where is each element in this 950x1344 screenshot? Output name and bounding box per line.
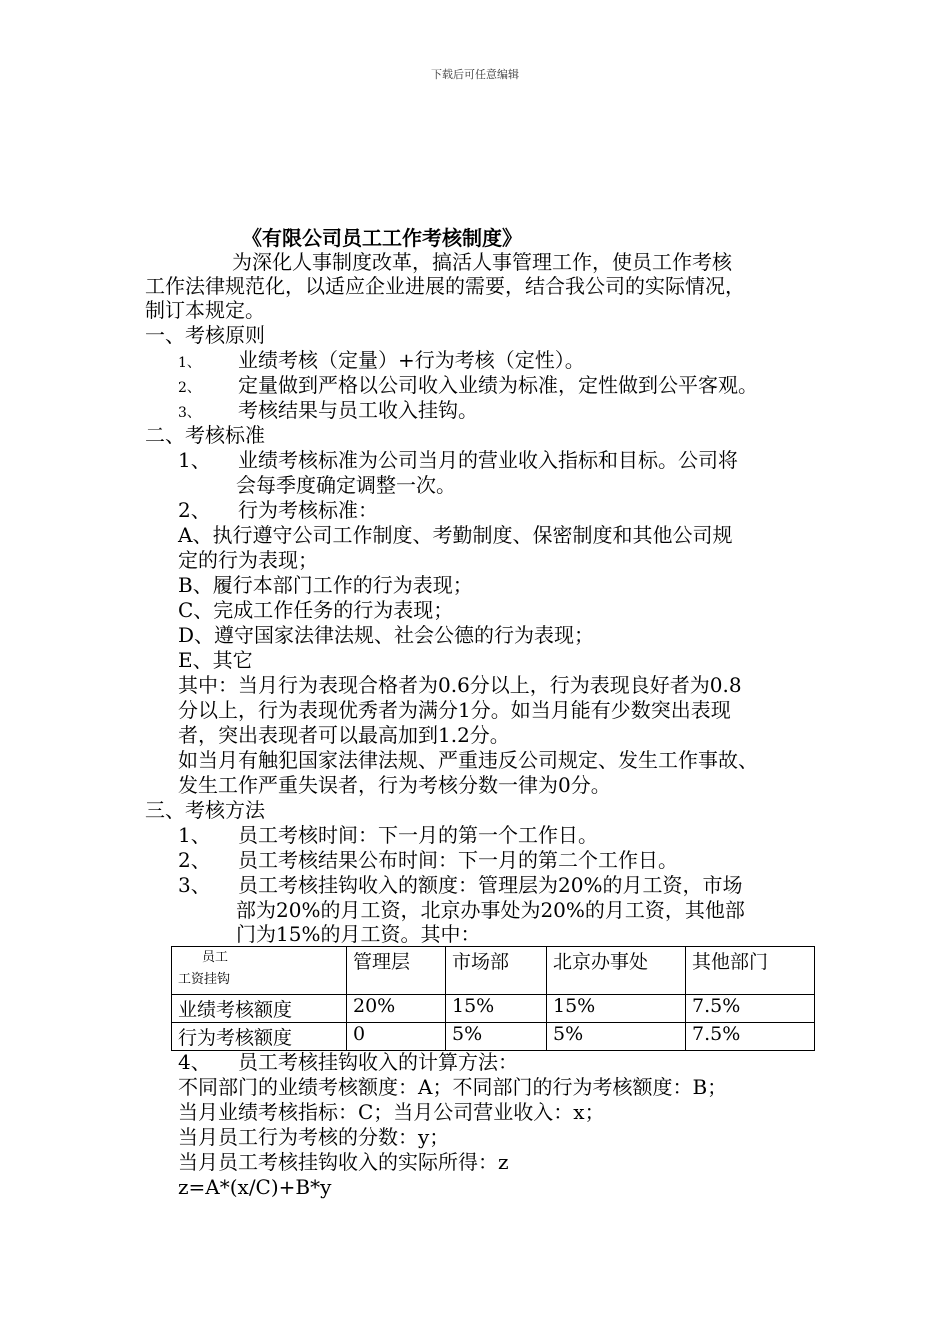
- item-continuation: 会每季度确定调整一次。: [236, 473, 456, 497]
- item-number: 1、: [178, 823, 211, 847]
- table-cell: 5%: [547, 1023, 686, 1051]
- table-cell: 5%: [446, 1023, 547, 1051]
- item-number: 4、: [178, 1050, 211, 1074]
- table-row: [172, 995, 815, 1023]
- table-cell: 0: [347, 1023, 446, 1051]
- table-header-row: [172, 947, 815, 995]
- standard-line: C、完成工作任务的行为表现；: [178, 598, 454, 622]
- calc-line: 当月业绩考核指标：C；当月公司营业收入：x；: [178, 1100, 605, 1124]
- row-label: 业绩考核额度: [172, 995, 347, 1023]
- section-1-heading: 一、考核原则: [145, 323, 265, 347]
- item-continuation: 部为20%的月工资，北京办事处为20%的月工资，其他部: [236, 898, 745, 922]
- item-text: 业绩考核标准为公司当月的营业收入指标和目标。公司将: [238, 448, 738, 472]
- item-number: 2、: [178, 380, 201, 396]
- standard-line: B、履行本部门工作的行为表现；: [178, 573, 473, 597]
- standard-line: 如当月有触犯国家法律法规、严重违反公司规定、发生工作事故、: [178, 748, 758, 772]
- standard-line: 其中：当月行为表现合格者为0.6分以上，行为表现良好者为0.8: [178, 673, 742, 697]
- table-row: [172, 1023, 815, 1051]
- item-text: 员工考核挂钩收入的计算方法：: [238, 1050, 518, 1074]
- calc-line: 不同部门的业绩考核额度：A；不同部门的行为考核额度：B；: [178, 1075, 728, 1099]
- section-2-heading: 二、考核标准: [145, 423, 265, 447]
- corner-label-top: 员工: [202, 950, 229, 965]
- list-item: [178, 348, 585, 375]
- list-item: [178, 1050, 518, 1074]
- item-continuation: 门为15%的月工资。其中：: [236, 922, 481, 946]
- table-cell: 15%: [446, 995, 547, 1023]
- item-text: 员工考核结果公布时间：下一月的第二个工作日。: [238, 848, 678, 872]
- standard-line: 分以上，行为表现优秀者为满分1分。如当月能有少数突出表现: [178, 698, 731, 722]
- standard-line: A、执行遵守公司工作制度、考勤制度、保密制度和其他公司规: [178, 523, 733, 547]
- list-item: [178, 823, 598, 847]
- intro-line-2: 工作法律规范化，以适应企业进展的需要，结合我公司的实际情况，: [145, 274, 745, 298]
- table-cell: 7.5%: [686, 995, 815, 1023]
- item-text: 员工考核时间：下一月的第一个工作日。: [238, 823, 598, 847]
- table-cell: 7.5%: [686, 1023, 815, 1051]
- standard-line: 发生工作严重失误者，行为考核分数一律为0分。: [178, 773, 611, 797]
- list-item: [178, 848, 678, 872]
- document-title: 《有限公司员工工作考核制度》: [242, 226, 522, 250]
- standard-line: E、其它: [178, 648, 253, 672]
- standard-line: 定的行为表现；: [178, 548, 318, 572]
- item-text: 行为考核标准：: [238, 498, 378, 522]
- item-number: 3、: [178, 873, 211, 897]
- item-number: 2、: [178, 848, 211, 872]
- list-item: [178, 373, 758, 400]
- table-cell: 20%: [347, 995, 446, 1023]
- column-header: 北京办事处: [547, 947, 686, 995]
- section-3-heading: 三、考核方法: [145, 798, 265, 822]
- list-item: [178, 873, 742, 897]
- item-number: 3、: [178, 405, 201, 421]
- formula: z=A*(x/C)+B*y: [178, 1175, 332, 1199]
- item-text: 业绩考核（定量）+行为考核（定性）。: [238, 348, 585, 372]
- salary-link-table: [171, 946, 815, 1051]
- intro-line-1: 为深化人事制度改革，搞活人事管理工作，使员工作考核: [232, 250, 732, 274]
- table-cell: 15%: [547, 995, 686, 1023]
- column-header: 市场部: [446, 947, 547, 995]
- item-text: 定量做到严格以公司收入业绩为标准，定性做到公平客观。: [238, 373, 758, 397]
- standard-line: D、遵守国家法律法规、社会公德的行为表现；: [178, 623, 595, 647]
- standard-line: 者，突出表现者可以最高加到1.2分。: [178, 723, 510, 747]
- calc-line: 当月员工考核挂钩收入的实际所得：z: [178, 1150, 509, 1174]
- list-item: [178, 498, 378, 522]
- column-header: 管理层: [347, 947, 446, 995]
- intro-line-3: 制订本规定。: [145, 298, 265, 322]
- item-number: 1、: [178, 448, 211, 472]
- row-label: 行为考核额度: [172, 1023, 347, 1051]
- item-text: 考核结果与员工收入挂钩。: [238, 398, 478, 422]
- list-item: [178, 448, 738, 472]
- column-header: 其他部门: [686, 947, 815, 995]
- list-item: [178, 398, 478, 425]
- page-header: 下载后可任意编辑: [431, 68, 519, 81]
- item-number: 2、: [178, 498, 211, 522]
- item-text: 员工考核挂钩收入的额度：管理层为20%的月工资，市场: [238, 873, 743, 897]
- table-corner-cell: [172, 947, 347, 995]
- calc-line: 当月员工行为考核的分数：y；: [178, 1125, 450, 1149]
- item-number: 1、: [178, 355, 201, 371]
- corner-label-bottom: 工资挂钩: [178, 972, 231, 987]
